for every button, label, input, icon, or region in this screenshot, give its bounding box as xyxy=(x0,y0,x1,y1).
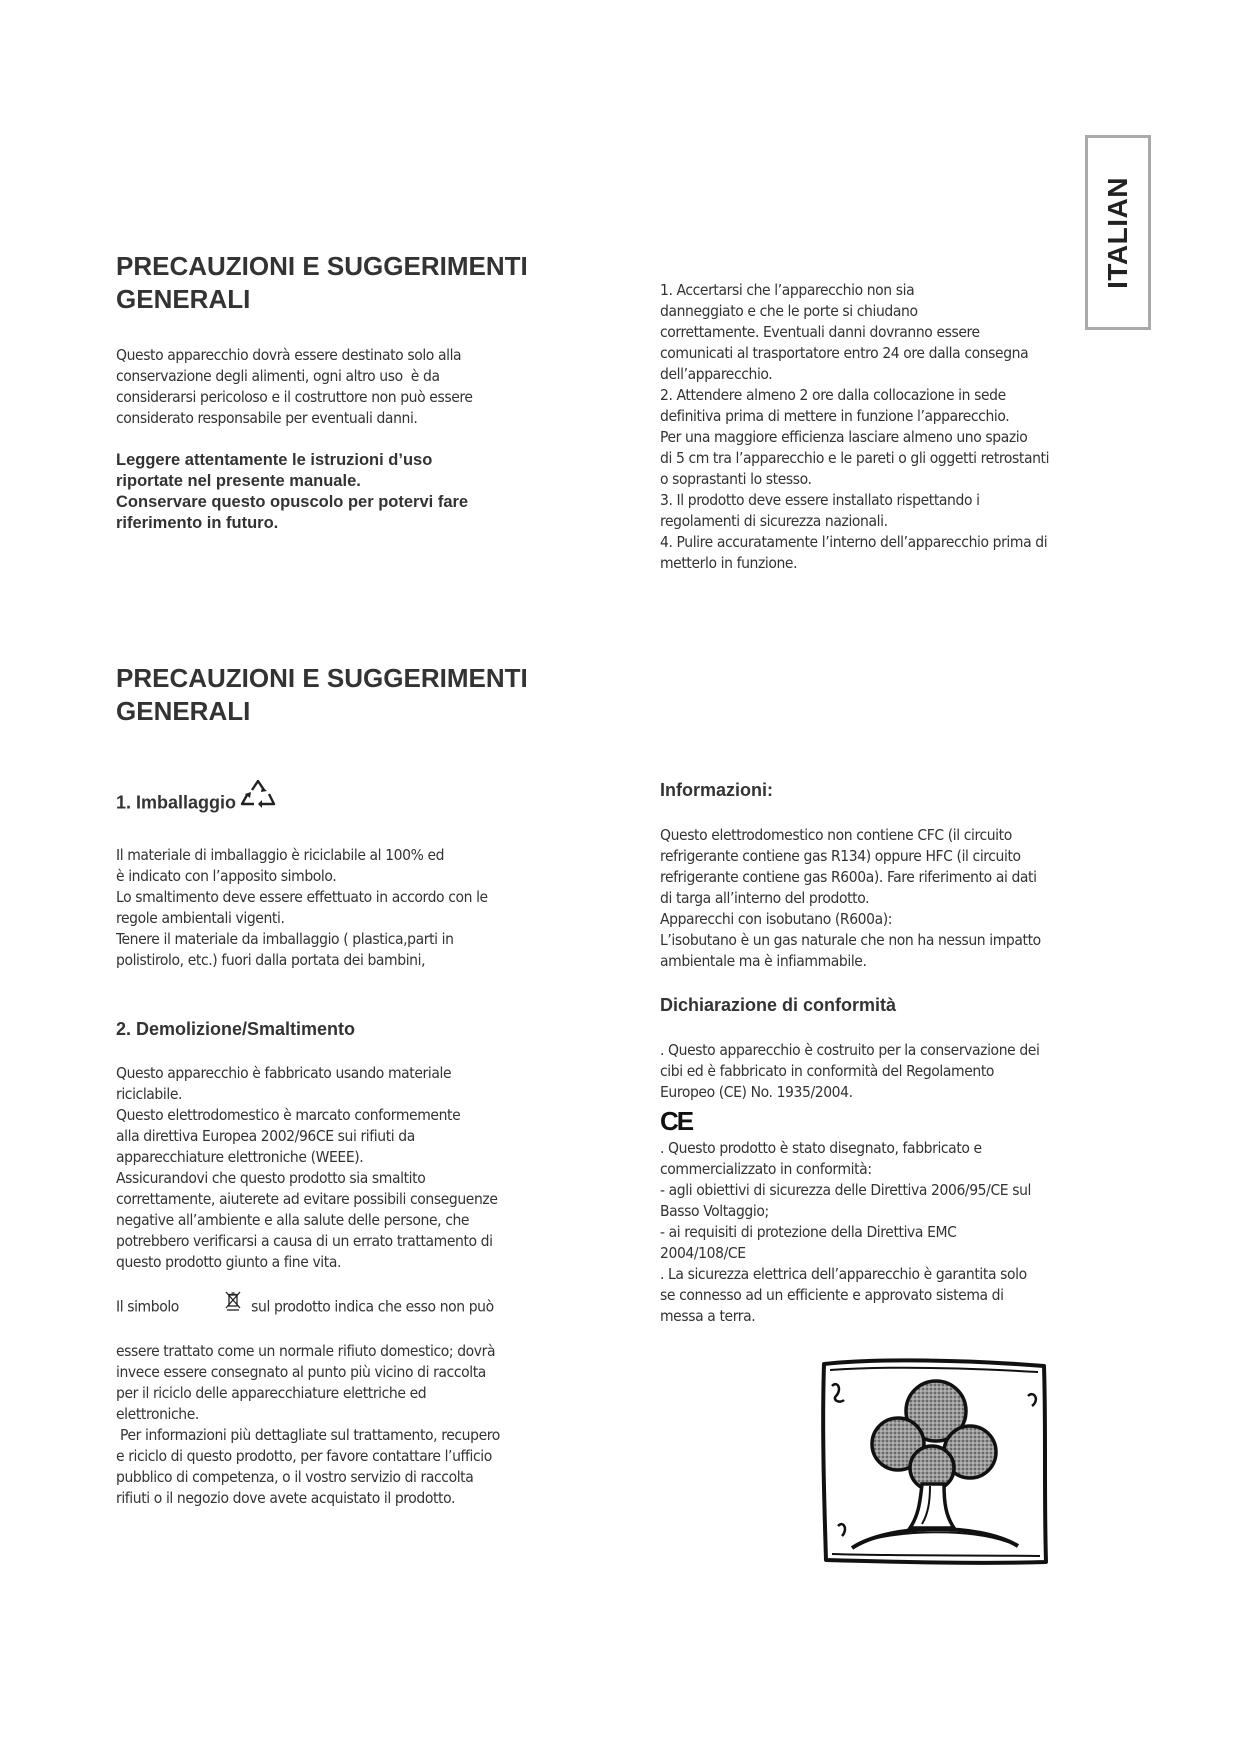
conformity-heading: Dichiarazione di conformità xyxy=(660,995,897,1015)
text-line: . La sicurezza elettrica dell’apparecchio è garantita solo xyxy=(660,1265,1027,1283)
section1-installation-steps xyxy=(660,280,1049,574)
text-line: Questo apparecchio dovrà essere destinato solo alla xyxy=(116,346,462,364)
text-line: se connesso ad un efficiente e approvato sistema di xyxy=(660,1286,1004,1304)
section2-title xyxy=(116,662,528,728)
information-text xyxy=(660,825,1041,972)
text-line: considerarsi pericoloso e il costruttore non può essere xyxy=(116,388,473,406)
text-line: correttamente, aiuterete ad evitare possibili conseguenze xyxy=(116,1190,498,1208)
text-line: essere trattato come un normale rifiuto domestico; dovrà xyxy=(116,1342,496,1360)
text-line: Assicurandovi che questo prodotto sia smaltito xyxy=(116,1169,426,1187)
text-line: polistirolo, etc.) fuori dalla portata dei bambini, xyxy=(116,951,426,969)
notice-line: Leggere attentamente le istruzioni d’uso xyxy=(116,451,433,469)
section2-title-line: PRECAUZIONI E SUGGERIMENTI xyxy=(116,663,528,693)
text-line: alla direttiva Europea 2002/96CE sui rifiuti da xyxy=(116,1127,415,1145)
text-line: dell’apparecchio. xyxy=(660,365,773,383)
text-line: o soprastanti lo stesso. xyxy=(660,470,812,488)
section1-title-line: GENERALI xyxy=(116,284,251,314)
text-line: - agli obiettivi di sicurezza delle Direttiva 2006/95/CE sul xyxy=(660,1181,1032,1199)
text-line: 1. Accertarsi che l’apparecchio non sia xyxy=(660,281,915,299)
text-line: Questo elettrodomestico non contiene CFC (il circuito xyxy=(660,826,1012,844)
section1-title xyxy=(116,250,528,316)
text-line: 3. Il prodotto deve essere installato rispettando i xyxy=(660,491,980,509)
packaging-heading xyxy=(116,785,276,824)
text-line: messa a terra. xyxy=(660,1307,756,1325)
text-line: di targa all’interno del prodotto. xyxy=(660,889,870,907)
text-line: Apparecchi con isobutano (R600a): xyxy=(660,910,893,928)
notice-line: Conservare questo opuscolo per potervi fare xyxy=(116,493,469,511)
text-line: per il riciclo delle apparecchiature elettriche ed xyxy=(116,1384,427,1402)
text-line: ambientale ma è infiammabile. xyxy=(660,952,867,970)
text-line: conservazione degli alimenti, ogni altro uso è da xyxy=(116,367,440,385)
text-line: e riciclo di questo prodotto, per favore contattare l’ufficio xyxy=(116,1447,492,1465)
text-line: 4. Pulire accuratamente l’interno dell’apparecchio prima di xyxy=(660,533,1048,551)
text-line: di 5 cm tra l’apparecchio e le pareti o gli oggetti retrostanti xyxy=(660,449,1050,467)
text-line: rifiuti o il negozio dove avete acquistato il prodotto. xyxy=(116,1489,456,1507)
information-heading: Informazioni: xyxy=(660,780,773,800)
conformity-text-2 xyxy=(660,1138,1031,1327)
text-line: potrebbero verificarsi a causa di un errato trattamento di xyxy=(116,1232,493,1250)
text-line: è indicato con l’apposito simbolo. xyxy=(116,867,337,885)
text-line: negative all’ambiente e alla salute delle persone, che xyxy=(116,1211,470,1229)
symbol-line-suffix: sul prodotto indica che esso non può xyxy=(251,1297,494,1316)
text-line: 2004/108/CE xyxy=(660,1244,746,1262)
text-line: Il materiale di imballaggio è riciclabile al 100% ed xyxy=(116,846,445,864)
text-line: apparecchiature elettroniche (WEEE). xyxy=(116,1148,364,1166)
text-line: Basso Voltaggio; xyxy=(660,1202,769,1220)
crossed-bin-icon xyxy=(201,1270,241,1338)
text-line: Per una maggiore efficienza lasciare almeno uno spazio xyxy=(660,428,1028,446)
text-line: . Questo prodotto è stato disegnato, fabbricato e xyxy=(660,1139,982,1157)
section2-title-line: GENERALI xyxy=(116,696,251,726)
text-line: correttamente. Eventuali danni dovranno essere xyxy=(660,323,980,341)
text-line: considerato responsabile per eventuali danni. xyxy=(116,409,418,427)
text-line: Questo apparecchio è fabbricato usando materiale xyxy=(116,1064,452,1082)
text-line: riciclabile. xyxy=(116,1085,183,1103)
text-line: refrigerante contiene gas R134) oppure HFC (il circuito xyxy=(660,847,1021,865)
text-line: comunicati al trasportatore entro 24 ore dalla consegna xyxy=(660,344,1029,362)
text-line: elettroniche. xyxy=(116,1405,199,1423)
text-line: cibi ed è fabbricato in conformità del Regolamento xyxy=(660,1062,995,1080)
language-tab xyxy=(1085,135,1151,330)
text-line: Tenere il materiale da imballaggio ( plastica,parti in xyxy=(116,930,454,948)
text-line: Europeo (CE) No. 1935/2004. xyxy=(660,1083,853,1101)
disposal-text xyxy=(116,1063,500,1509)
text-line: metterlo in funzione. xyxy=(660,554,798,572)
recycle-icon xyxy=(240,777,276,816)
text-line: . Questo apparecchio è costruito per la conservazione dei xyxy=(660,1041,1040,1059)
text-line: commercializzato in conformità: xyxy=(660,1160,872,1178)
packaging-text xyxy=(116,845,488,971)
text-line: danneggiato e che le porte si chiudano xyxy=(660,302,918,320)
text-line: Lo smaltimento deve essere effettuato in accordo con le xyxy=(116,888,488,906)
text-line: L’isobutano è un gas naturale che non ha nessun impatto xyxy=(660,931,1041,949)
ce-mark xyxy=(660,1106,692,1137)
conformity-text-1 xyxy=(660,1040,1039,1103)
tree-logo xyxy=(818,1356,1050,1573)
text-line: regolamenti di sicurezza nazionali. xyxy=(660,512,888,530)
text-line: questo prodotto giunto a fine vita. xyxy=(116,1253,342,1271)
text-line: - ai requisiti di protezione della Direttiva EMC xyxy=(660,1223,957,1241)
text-line: regole ambientali vigenti. xyxy=(116,909,285,927)
symbol-line xyxy=(116,1273,500,1341)
text-line: pubblico di competenza, o il vostro servizio di raccolta xyxy=(116,1468,474,1486)
symbol-line-prefix: Il simbolo xyxy=(116,1297,179,1316)
text-line: invece essere consegnato al punto più vicino di raccolta xyxy=(116,1363,486,1381)
text-line: 2. Attendere almeno 2 ore dalla collocazione in sede xyxy=(660,386,1006,404)
section1-intro xyxy=(116,345,473,429)
packaging-heading-label: 1. Imballaggio xyxy=(116,792,237,813)
section1-notice xyxy=(116,450,468,534)
text-line: definitiva prima di mettere in funzione l’apparecchio. xyxy=(660,407,1010,425)
language-tab-label: ITALIAN xyxy=(1102,176,1133,289)
text-line: Questo elettrodomestico è marcato conformemente xyxy=(116,1106,461,1124)
text-line: Per informazioni più dettagliate sul trattamento, recupero xyxy=(116,1426,500,1444)
notice-line: riferimento in futuro. xyxy=(116,514,279,532)
notice-line: riportate nel presente manuale. xyxy=(116,472,361,490)
text-line: refrigerante contiene gas R600a). Fare riferimento ai dati xyxy=(660,868,1037,886)
section1-title-line: PRECAUZIONI E SUGGERIMENTI xyxy=(116,251,528,281)
ce-mark-text: CE xyxy=(660,1106,693,1136)
disposal-heading: 2. Demolizione/Smaltimento xyxy=(116,1019,356,1039)
